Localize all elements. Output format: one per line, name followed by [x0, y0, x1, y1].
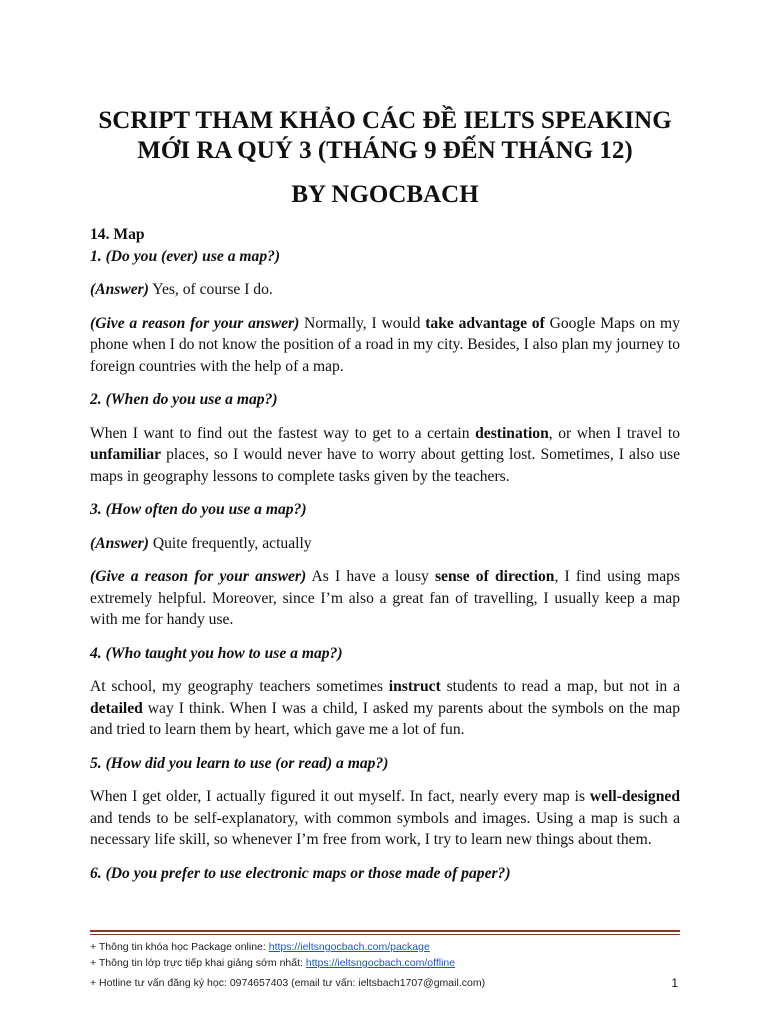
package-link[interactable]: https://ieltsngocbach.com/package	[268, 941, 430, 953]
keyword: take advantage of	[425, 314, 545, 332]
question-2: 2. (When do you use a map?)	[90, 391, 278, 408]
answer-5	[90, 786, 680, 851]
question-1: 1. (Do you (ever) use a map?)	[90, 247, 281, 265]
answer-3	[90, 533, 680, 555]
reason-text: Google Maps on my phone when I do not know the position of a road in my city. Besides, I also plan my journey to foreign countries with the help of a map.	[90, 314, 680, 375]
keyword: unfamiliar	[90, 446, 162, 463]
title-line-2: MỚI RA QUÝ 3 (THÁNG 9 ĐẾN THÁNG 12)	[137, 137, 633, 164]
footer-text: + Hotline tư vấn đăng ký học: 0974657403 (email tư vấn: ieltsbach1707@gmail.com)	[90, 977, 486, 989]
footer-text: + Thông tin lớp trực tiếp khai giảng sớm nhất:	[90, 957, 306, 969]
answer-tag: (Answer)	[90, 534, 149, 552]
answer-text: At school, my geography teachers sometimes	[90, 678, 389, 695]
answer-text: students to read a map, but not in a	[440, 678, 680, 695]
author-byline: BY NGOCBACH	[291, 181, 479, 208]
answer-text: , or when I travel to	[548, 424, 680, 442]
reason-tag: (Give a reason for your answer)	[90, 314, 300, 332]
answer-4	[90, 676, 680, 741]
question-4: 4. (Who taught you how to use a map?)	[90, 644, 343, 662]
answer-text: When I want to find out the fastest way to get to a certain	[90, 424, 476, 442]
answer-text: Yes, of course I do.	[148, 281, 273, 298]
footer-rule	[90, 930, 680, 932]
keyword: destination	[475, 424, 549, 442]
keyword: sense of direction	[434, 568, 555, 585]
footer-line-hotline	[90, 975, 680, 991]
answer-text: places, so I would never have to worry about getting lost. Sometimes, I also use maps in geography lessons to complete tasks given by the teachers.	[90, 446, 680, 485]
answer-tag: (Answer)	[90, 281, 149, 298]
footer-line-offline	[90, 955, 680, 971]
footer-text: + Thông tin khóa học Package online:	[90, 941, 269, 953]
answer-text: way I think. When I was a child, I asked my parents about the symbols on the map and tried to learn them by heart, which gave me a lot of fun.	[90, 699, 680, 738]
reason-3	[90, 566, 680, 631]
reason-text: , I find using maps extremely helpful. Moreover, since I’m also a great fan of travelling, I usually keep a map with me for handy use.	[90, 568, 681, 628]
document-page	[90, 106, 680, 896]
title-line-1: SCRIPT THAM KHẢO CÁC ĐỀ IELTS SPEAKING	[98, 107, 672, 134]
answer-text: Quite frequently, actually	[148, 534, 312, 552]
keyword: detailed	[90, 699, 143, 717]
answer-1	[90, 279, 680, 301]
answer-text: When I get older, I actually figured it out myself. In fact, nearly every map is	[90, 788, 590, 805]
reason-tag: (Give a reason for your answer)	[90, 568, 307, 585]
topic-heading: 14. Map	[90, 226, 145, 243]
page-footer	[90, 930, 680, 991]
reason-text: As I have a lousy	[306, 568, 435, 585]
question-5: 5. (How did you learn to use (or read) a map?)	[90, 754, 389, 772]
offline-link[interactable]: https://ieltsngocbach.com/offline	[305, 957, 456, 969]
answer-2	[90, 423, 680, 488]
footer-line-package	[90, 939, 680, 955]
page-number: 1	[671, 976, 678, 990]
reason-text: Normally, I would	[299, 314, 426, 332]
document-title	[90, 106, 680, 166]
question-6: 6. (Do you prefer to use electronic maps or those made of paper?)	[90, 864, 511, 882]
document-body	[90, 224, 680, 884]
answer-text: and tends to be self-explanatory, with common symbols and images. Using a map is such a necessary life skill, so whenever I’m free from work, I try to learn new things about them.	[90, 809, 680, 848]
keyword: well-designed	[589, 788, 680, 805]
question-3: 3. (How often do you use a map?)	[90, 501, 307, 518]
footer-rule-thin	[90, 934, 680, 935]
reason-1	[90, 313, 680, 378]
keyword: instruct	[388, 678, 441, 695]
